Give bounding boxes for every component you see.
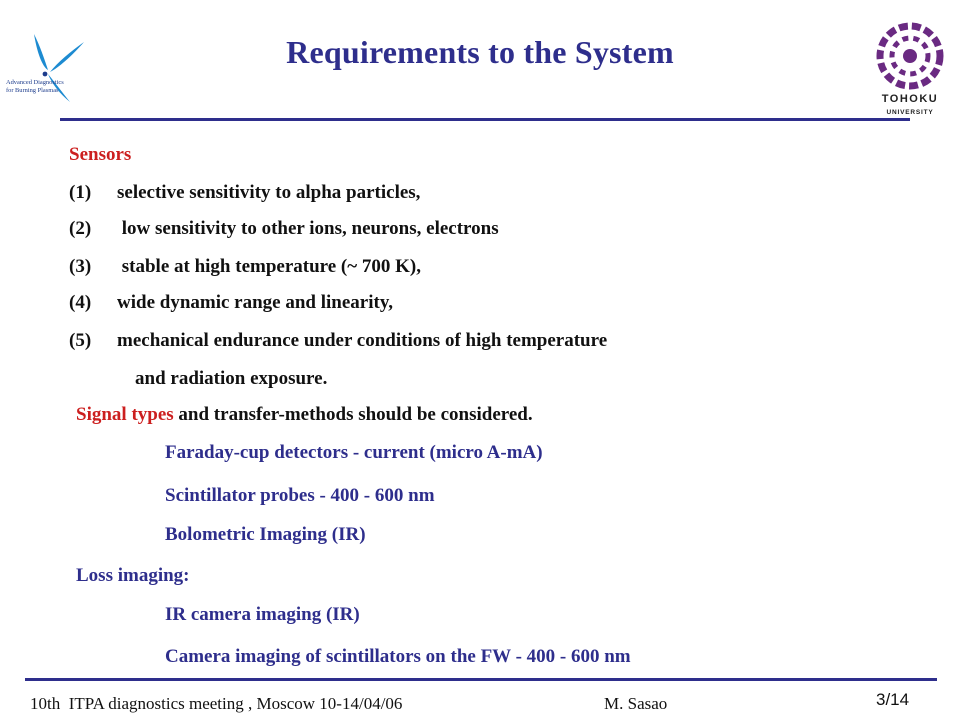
sensor-item-number: (2) xyxy=(69,218,92,239)
sensor-item-number: (3) xyxy=(69,256,92,277)
sensor-item-text: stable at high temperature (~ 700 K), xyxy=(117,256,421,277)
sensor-item-text: wide dynamic range and linearity, xyxy=(117,292,394,313)
logo-left-line-2: for Burning Plasmas xyxy=(6,87,59,94)
slide-title: Requirements to the System xyxy=(286,34,674,70)
signal-item-bolometric: Bolometric Imaging (IR) xyxy=(165,524,366,545)
signal-heading xyxy=(76,404,533,426)
sensor-item-5-continuation: and radiation exposure. xyxy=(135,368,328,389)
signal-heading-highlight: Signal types xyxy=(76,404,174,425)
sensor-item-number: (4) xyxy=(69,292,92,313)
sensor-item-text: low sensitivity to other ions, neurons, electrons xyxy=(117,218,499,239)
sensor-item-5 xyxy=(69,330,607,352)
footer-meeting: 10th ITPA diagnostics meeting , Moscow 10-14/04/06 xyxy=(30,694,403,713)
sensor-item-3 xyxy=(69,256,421,278)
logo-left-line-1: Advanced Diagnostics xyxy=(6,79,64,86)
sensor-item-number: (1) xyxy=(69,182,92,203)
signal-item-scintillator: Scintillator probes - 400 - 600 nm xyxy=(165,485,435,506)
sensor-item-text: selective sensitivity to alpha particles, xyxy=(117,182,421,203)
logo-right-line-2: UNIVERSITY xyxy=(886,109,934,116)
signal-item-faraday: Faraday-cup detectors - current (micro A-mA) xyxy=(165,442,543,463)
sensor-item-4 xyxy=(69,292,393,314)
title-divider xyxy=(60,118,910,121)
loss-imaging-heading: Loss imaging: xyxy=(76,565,190,586)
sensor-item-number: (5) xyxy=(69,330,92,351)
sensor-item-1 xyxy=(69,182,420,204)
sensor-item-text: mechanical endurance under conditions of high temperature xyxy=(117,330,608,351)
page-number: 3/14 xyxy=(876,690,910,709)
sensors-heading: Sensors xyxy=(69,144,132,165)
logo-right-line-1: TOHOKU xyxy=(881,93,939,105)
footer-author: M. Sasao xyxy=(604,694,668,713)
sensor-item-2 xyxy=(69,218,499,240)
footer-divider xyxy=(25,678,937,681)
signal-heading-rest: and transfer-methods should be considered. xyxy=(173,404,533,425)
loss-item-scintillator-camera: Camera imaging of scintillators on the FW - 400 - 600 nm xyxy=(165,646,631,667)
loss-item-ir-camera: IR camera imaging (IR) xyxy=(165,604,360,625)
